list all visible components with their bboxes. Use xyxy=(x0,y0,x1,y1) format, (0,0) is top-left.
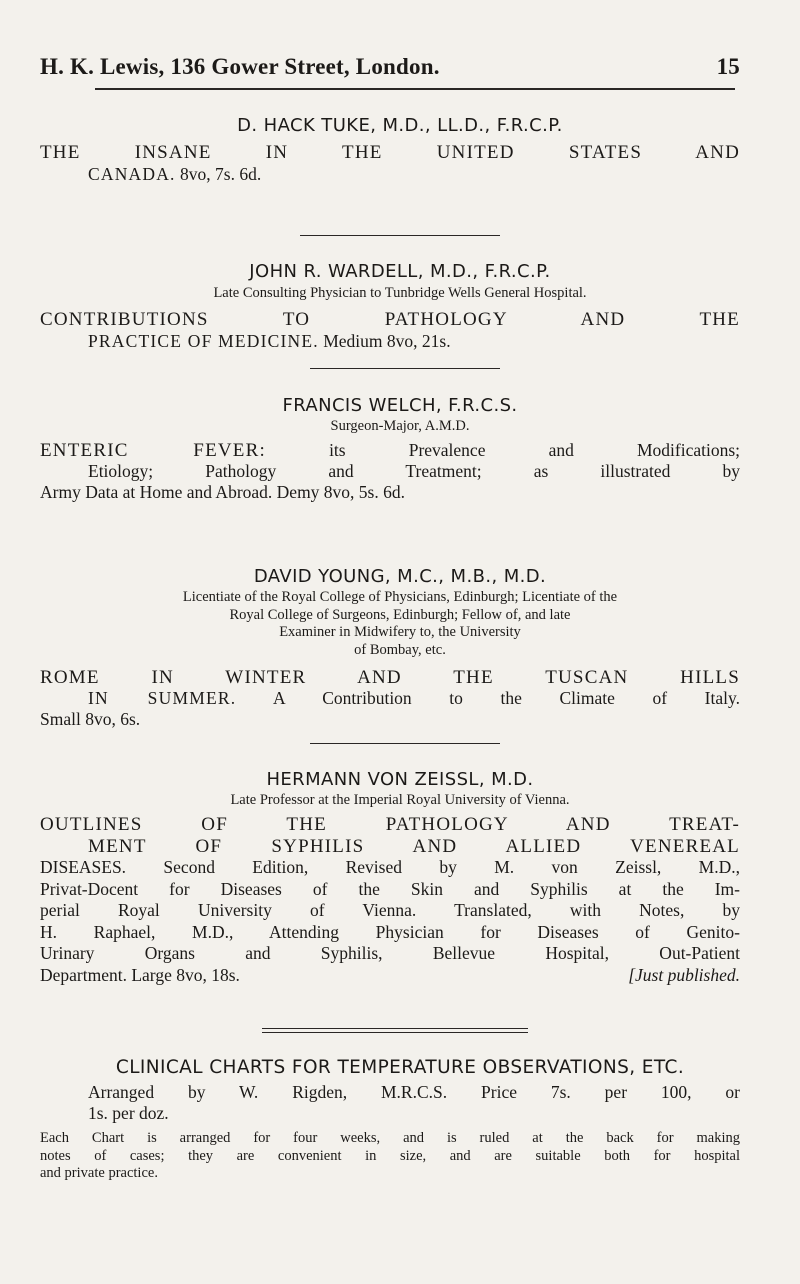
entry-author: D. HACK TUKE, M.D., LL.D., F.R.C.P. xyxy=(237,115,563,136)
body-line: perial Royal University of Vienna. Translated, with Notes, by xyxy=(40,900,740,920)
divider-rule xyxy=(300,235,500,236)
entry-body xyxy=(40,440,740,503)
entry-body xyxy=(40,814,740,986)
body-line: Privat-Docent for Diseases of the Skin and Syphilis at the Im- xyxy=(40,878,740,899)
body-line: DISEASES. Second Edition, Revised by M. von Zeissl, M.D., xyxy=(40,857,740,877)
header-rule xyxy=(95,88,735,90)
publisher-address: H. K. Lewis, 136 Gower Street, London. xyxy=(40,54,440,79)
body-line: Department. Large 8vo, 18s. [Just published. xyxy=(40,964,740,985)
entry-author: HERMANN VON ZEISSL, M.D. xyxy=(266,769,534,790)
entry-author: DAVID YOUNG, M.C., M.B., M.D. xyxy=(253,566,547,587)
entry-note xyxy=(40,1130,740,1183)
title-line: PRACTICE OF MEDICINE. Medium 8vo, 21s. xyxy=(88,331,451,351)
running-head xyxy=(40,54,740,80)
entry-subtitle: Licentiate of the Royal College of Physicians, Edinburgh; Licentiate of the Royal College of Surgeons, Edinburgh; Fellow of, and late Examiner in Midwifery to, the University of Bombay, etc. xyxy=(182,589,618,658)
entry-author: JOHN R. WARDELL, M.D., F.R.C.P. xyxy=(249,261,551,282)
title-line: IN SUMMER. A Contribution to the Climate of Italy. xyxy=(88,688,740,708)
entry-body xyxy=(40,667,740,730)
title-line: ENTERIC FEVER: its Prevalence and Modifications; xyxy=(40,440,740,461)
body-line: Army Data at Home and Abroad. Demy 8vo, 5s. 6d. xyxy=(40,482,405,502)
body-line: Urinary Organs and Syphilis, Bellevue Hospital, Out-Patient xyxy=(40,943,740,963)
divider-rule xyxy=(310,743,500,744)
body-line: Small 8vo, 6s. xyxy=(40,709,141,729)
entry-subtitle: Late Consulting Physician to Tunbridge Wells General Hospital. xyxy=(213,285,587,301)
page-number: 15 xyxy=(716,54,740,79)
body-line: H. Raphael, M.D., Attending Physician for Diseases of Genito- xyxy=(40,921,740,942)
title-line: OUTLINES OF THE PATHOLOGY AND TREAT- xyxy=(40,814,740,835)
entry-author: CLINICAL CHARTS FOR TEMPERATURE OBSERVATIONS, ETC. xyxy=(115,1057,685,1078)
divider-rule xyxy=(310,368,500,369)
note-line: notes of cases; they are convenient in size, and are suitable both for hospital xyxy=(40,1147,740,1164)
note-line: and private practice. xyxy=(40,1165,158,1181)
entry-author: FRANCIS WELCH, F.R.C.S. xyxy=(282,395,518,416)
body-line: Arranged by W. Rigden, M.R.C.S. Price 7s. per 100, or xyxy=(88,1082,740,1102)
entry-subtitle: Surgeon-Major, A.M.D. xyxy=(330,418,470,434)
title-line: MENT OF SYPHILIS AND ALLIED VENEREAL xyxy=(88,835,740,857)
entry-title xyxy=(40,309,740,352)
publication-note: [Just published. xyxy=(628,964,740,985)
divider-rule xyxy=(262,1028,528,1029)
title-line: CANADA. 8vo, 7s. 6d. xyxy=(88,164,262,184)
note-line: Each Chart is arranged for four weeks, and is ruled at the back for making xyxy=(40,1130,740,1146)
title-line: CONTRIBUTIONS TO PATHOLOGY AND THE xyxy=(40,309,740,330)
entry-title xyxy=(40,142,740,185)
title-line: ROME IN WINTER AND THE TUSCAN HILLS xyxy=(40,667,740,688)
entry-body xyxy=(40,1082,740,1124)
body-line: Etiology; Pathology and Treatment; as illustrated by xyxy=(88,461,740,481)
title-line: THE INSANE IN THE UNITED STATES AND xyxy=(40,142,740,163)
body-line: 1s. per doz. xyxy=(88,1103,169,1123)
divider-rule xyxy=(262,1032,528,1033)
entry-subtitle: Late Professor at the Imperial Royal University of Vienna. xyxy=(230,792,570,808)
